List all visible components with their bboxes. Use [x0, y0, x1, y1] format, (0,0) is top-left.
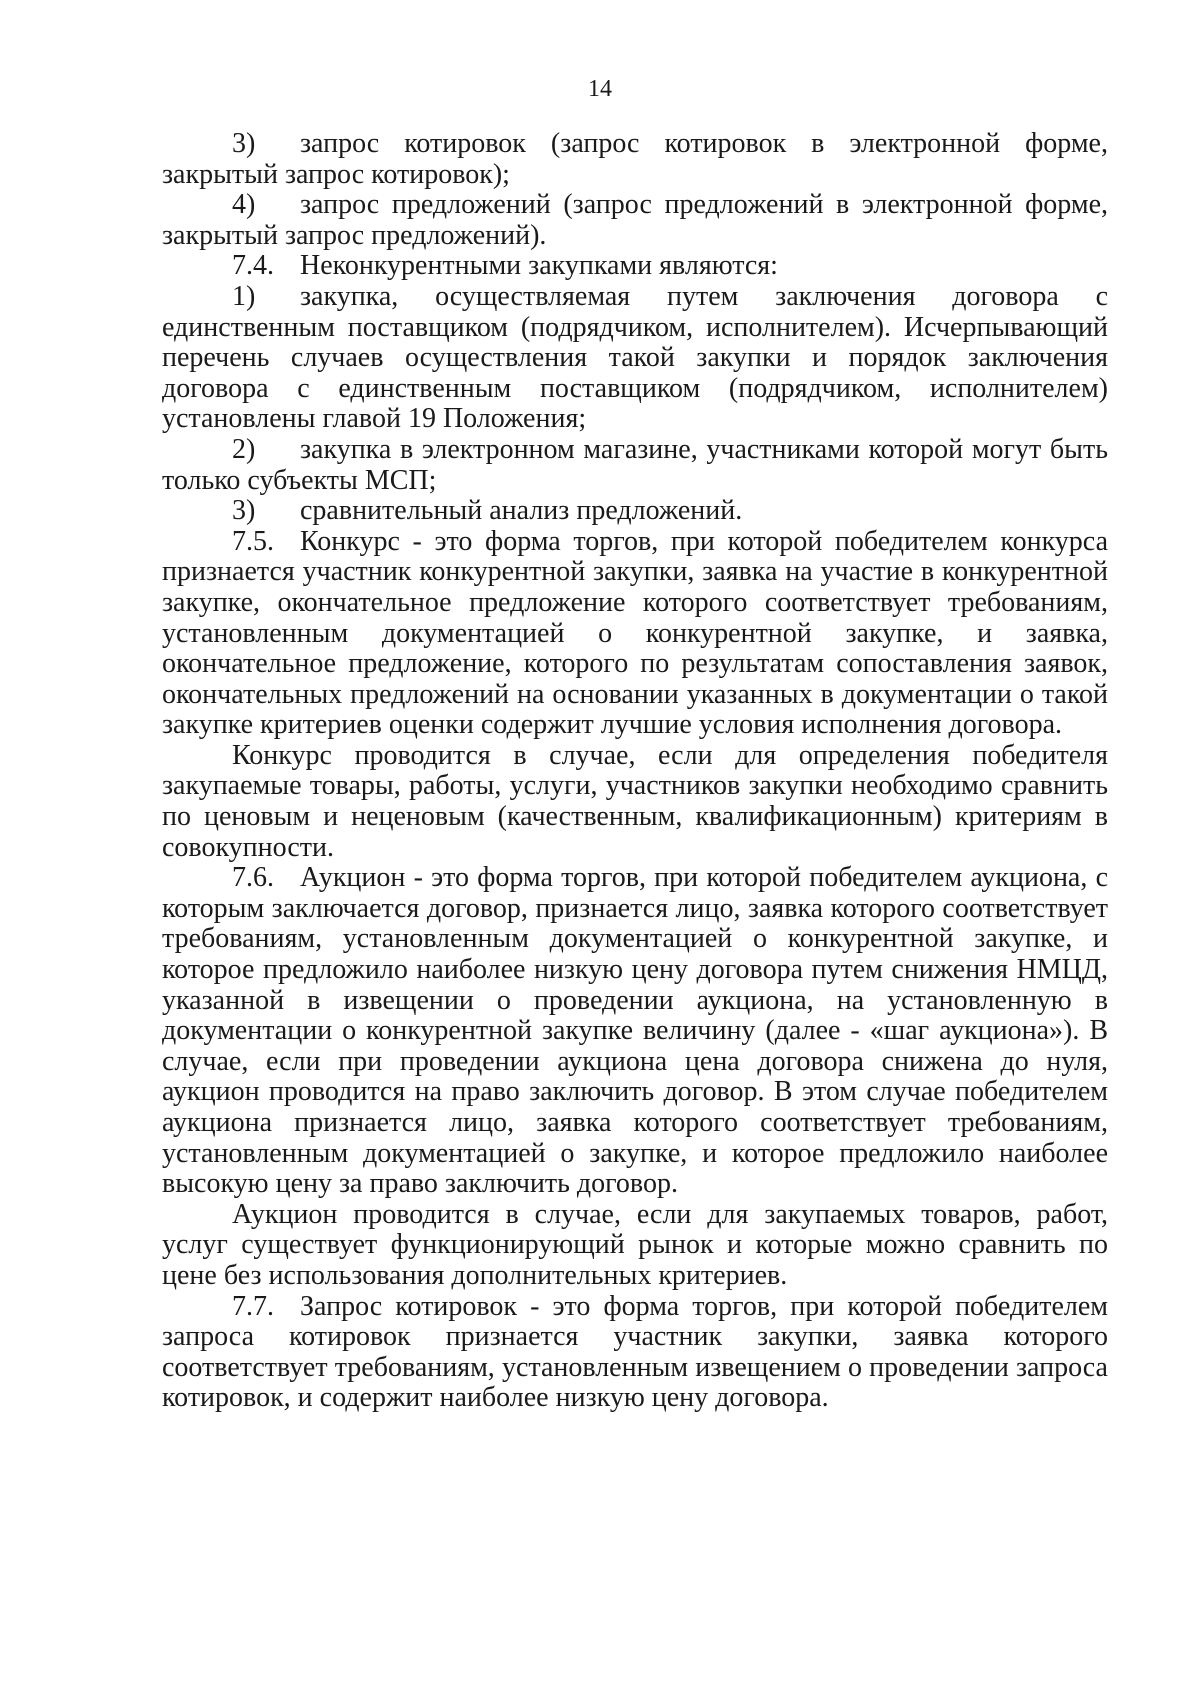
- paragraph-auction-conditions: [162, 1200, 1108, 1292]
- section-number: 7.6.: [232, 862, 274, 894]
- item-number: 4): [232, 189, 256, 221]
- item-number: 2): [232, 433, 256, 465]
- paragraph-item-1: [162, 282, 1108, 435]
- paragraph-text: закупка, осуществляемая путем заключения договора с единственным поставщиком (подрядчиком, исполнителем). Исчерпывающий перечень случаев осуществления такой закупки и порядок заключения договора с единственным поставщиком (подрядчиком, исполнителем) установлены главой 19 Положения;: [162, 280, 1108, 435]
- paragraph-section-7-7: [162, 1292, 1108, 1414]
- paragraph-section-7-6: [162, 863, 1108, 1200]
- paragraph-item-3b: [162, 496, 1108, 527]
- page-number: 14: [588, 76, 612, 102]
- paragraph-text: Конкурс проводится в случае, если для определения победителя закупаемые товары, работы, услуги, участников закупки необходимо сравнить по ценовым и неценовым (качественным, квалификационным) критериям в совокупности.: [162, 739, 1108, 863]
- section-number: 7.5.: [232, 525, 274, 557]
- paragraph-item-4: [162, 190, 1108, 251]
- paragraph-text: Аукцион - это форма торгов, при которой победителем аукциона, с которым заключается договор, признается лицо, заявка которого соответствует требованиям, установленным документацией о конкурентной закупке, и которое предложило наиболее низкую цену договора путем снижения НМЦД, указанной в извещении о проведении аукциона, на установленную в документации о конкурентной закупке величину (далее - «шаг аукциона»). В случае, если при проведении аукциона цена договора снижена до нуля, аукцион проводится на право заключить договор. В этом случае победителем аукциона признается лицо, заявка которого соответствует требованиям, установленным документацией о закупке, и которое предложило наиболее высокую цену за право заключить договор.: [162, 862, 1108, 1200]
- item-number: 1): [232, 280, 256, 312]
- paragraph-konkurs-conditions: [162, 741, 1108, 863]
- paragraph-item-2: [162, 435, 1108, 496]
- paragraph-text: Неконкурентными закупками являются:: [300, 250, 778, 282]
- document-body: [162, 129, 1108, 1414]
- paragraph-item-3: [162, 129, 1108, 190]
- item-number: 3): [232, 128, 256, 159]
- paragraph-text: Запрос котировок - это форма торгов, при которой победителем запроса котировок признается участник закупки, заявка которого соответствует требованиям, установленным извещением о проведении запроса котировок, и содержит наиболее низкую цену договора.: [162, 1290, 1108, 1414]
- paragraph-section-7-5: [162, 527, 1108, 741]
- section-number: 7.4.: [232, 250, 274, 282]
- paragraph-text: запрос котировок (запрос котировок в электронной форме, закрытый запрос котировок);: [162, 128, 1108, 190]
- item-number: 3): [232, 495, 256, 527]
- paragraph-section-7-4: [162, 251, 1108, 282]
- paragraph-text: запрос предложений (запрос предложений в электронной форме, закрытый запрос предложений).: [162, 189, 1108, 251]
- section-number: 7.7.: [232, 1290, 274, 1322]
- paragraph-text: сравнительный анализ предложений.: [300, 495, 743, 527]
- paragraph-text: Конкурс - это форма торгов, при которой победителем конкурса признается участник конкурентной закупки, заявка на участие в конкурентной закупке, окончательное предложение которого соответствует требованиям, установленным документацией о конкурентной закупке, и заявка, окончательное предложение, которого по результатам сопоставления заявок, окончательных предложений на основании указанных в документации о такой закупке критериев оценки содержит лучшие условия исполнения договора.: [162, 525, 1108, 741]
- paragraph-text: Аукцион проводится в случае, если для закупаемых товаров, работ, услуг существует функционирующий рынок и которые можно сравнить по цене без использования дополнительных критериев.: [162, 1198, 1108, 1291]
- paragraph-text: закупка в электронном магазине, участниками которой могут быть только субъекты МСП;: [162, 433, 1108, 496]
